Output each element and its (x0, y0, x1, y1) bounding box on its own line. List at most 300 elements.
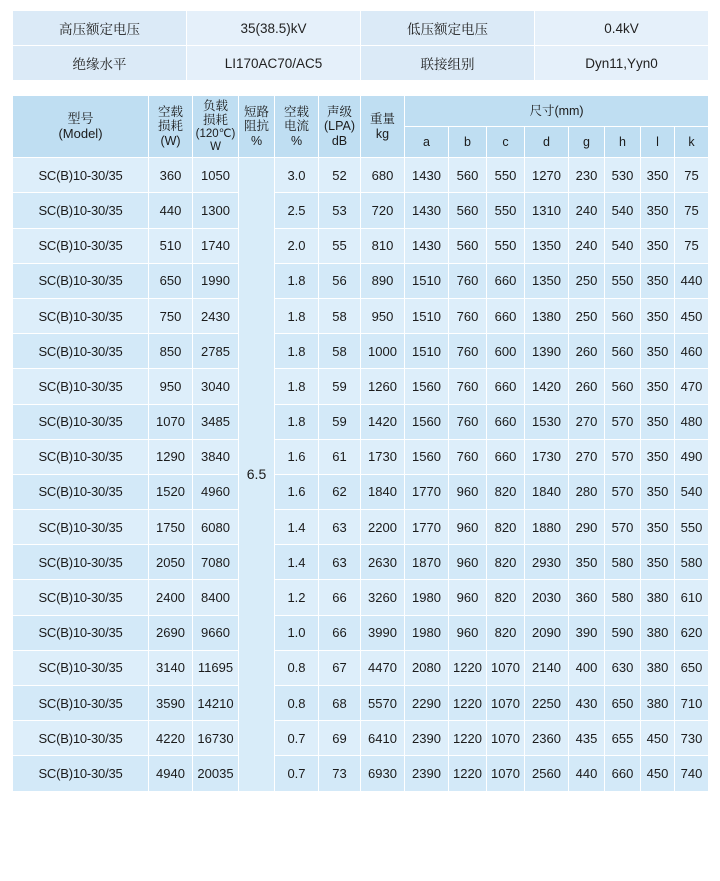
cell-noise: 58 (319, 334, 361, 369)
cell-no-load-current: 1.6 (275, 474, 319, 509)
cell-dim-k: 440 (675, 263, 709, 298)
header-noise-line3: dB (331, 133, 348, 148)
cell-dim-k: 75 (675, 193, 709, 228)
header-impedance-line2: 阻抗 (243, 119, 269, 134)
cell-dim-k: 75 (675, 228, 709, 263)
cell-dim-h: 630 (605, 650, 641, 685)
cell-dim-h: 590 (605, 615, 641, 650)
cell-dim-k: 480 (675, 404, 709, 439)
cell-dim-h: 570 (605, 404, 641, 439)
cell-dim-l: 350 (641, 474, 675, 509)
header-dim-h: h (605, 127, 641, 158)
spec-label-connection-group: 联接组别 (361, 46, 535, 81)
header-dim-c: c (487, 127, 525, 158)
cell-dim-b: 560 (449, 193, 487, 228)
cell-no-load-loss: 1070 (149, 404, 193, 439)
cell-weight: 4470 (361, 650, 405, 685)
cell-dim-l: 450 (641, 721, 675, 756)
cell-no-load-loss: 2690 (149, 615, 193, 650)
cell-noise: 66 (319, 615, 361, 650)
cell-dim-l: 350 (641, 404, 675, 439)
cell-dim-k: 75 (675, 158, 709, 193)
cell-noise: 63 (319, 545, 361, 580)
cell-dim-k: 450 (675, 298, 709, 333)
cell-dim-d: 2250 (525, 686, 569, 721)
cell-no-load-current: 3.0 (275, 158, 319, 193)
cell-model: SC(B)10-30/35 (13, 334, 149, 369)
cell-weight: 1420 (361, 404, 405, 439)
cell-noise: 63 (319, 510, 361, 545)
cell-dim-g: 240 (569, 193, 605, 228)
cell-dim-a: 2080 (405, 650, 449, 685)
cell-no-load-loss: 750 (149, 298, 193, 333)
cell-load-loss: 1740 (193, 228, 239, 263)
cell-dim-l: 350 (641, 334, 675, 369)
table-row (13, 334, 709, 369)
cell-model: SC(B)10-30/35 (13, 510, 149, 545)
cell-load-loss: 3040 (193, 369, 239, 404)
cell-dim-a: 1980 (405, 615, 449, 650)
cell-load-loss: 9660 (193, 615, 239, 650)
cell-load-loss: 1990 (193, 263, 239, 298)
cell-dim-d: 2030 (525, 580, 569, 615)
cell-dim-a: 1430 (405, 193, 449, 228)
cell-load-loss: 4960 (193, 474, 239, 509)
spec-row (13, 46, 709, 81)
header-no-load-current (275, 96, 319, 158)
cell-dim-a: 2390 (405, 756, 449, 791)
transformer-data-table (12, 95, 709, 792)
cell-dim-c: 660 (487, 369, 525, 404)
header-impedance-line3: % (250, 133, 263, 148)
table-header-row (13, 96, 709, 127)
cell-dim-b: 760 (449, 334, 487, 369)
cell-dim-k: 580 (675, 545, 709, 580)
cell-dim-d: 2360 (525, 721, 569, 756)
cell-dim-h: 580 (605, 545, 641, 580)
cell-noise: 67 (319, 650, 361, 685)
cell-dim-g: 290 (569, 510, 605, 545)
spec-label-insulation-level: 绝缘水平 (13, 46, 187, 81)
cell-dim-g: 250 (569, 298, 605, 333)
header-no-load-current-line3: % (290, 133, 303, 148)
cell-no-load-loss: 950 (149, 369, 193, 404)
cell-dim-k: 550 (675, 510, 709, 545)
table-row (13, 298, 709, 333)
cell-dim-b: 960 (449, 615, 487, 650)
cell-dim-b: 760 (449, 404, 487, 439)
cell-dim-l: 350 (641, 545, 675, 580)
cell-dim-c: 820 (487, 545, 525, 580)
cell-dim-k: 470 (675, 369, 709, 404)
cell-dim-a: 2290 (405, 686, 449, 721)
cell-dim-c: 660 (487, 439, 525, 474)
cell-dim-a: 1430 (405, 228, 449, 263)
cell-dim-d: 1350 (525, 263, 569, 298)
cell-no-load-loss: 4220 (149, 721, 193, 756)
cell-weight: 1730 (361, 439, 405, 474)
cell-model: SC(B)10-30/35 (13, 439, 149, 474)
cell-dim-d: 1380 (525, 298, 569, 333)
cell-no-load-loss: 510 (149, 228, 193, 263)
header-no-load-current-line1: 空载 (283, 105, 309, 120)
cell-weight: 5570 (361, 686, 405, 721)
cell-weight: 810 (361, 228, 405, 263)
cell-noise: 52 (319, 158, 361, 193)
cell-no-load-current: 1.0 (275, 615, 319, 650)
cell-dim-h: 550 (605, 263, 641, 298)
header-no-load-loss (149, 96, 193, 158)
cell-dim-b: 960 (449, 510, 487, 545)
cell-dim-a: 1510 (405, 298, 449, 333)
cell-dim-a: 2390 (405, 721, 449, 756)
spec-label-lv-rated-voltage: 低压额定电压 (361, 11, 535, 46)
cell-no-load-loss: 440 (149, 193, 193, 228)
cell-weight: 1000 (361, 334, 405, 369)
cell-no-load-current: 1.2 (275, 580, 319, 615)
cell-model: SC(B)10-30/35 (13, 580, 149, 615)
cell-dim-c: 1070 (487, 686, 525, 721)
cell-noise: 53 (319, 193, 361, 228)
cell-model: SC(B)10-30/35 (13, 263, 149, 298)
cell-dim-g: 260 (569, 369, 605, 404)
spec-value-insulation-level: LI170AC70/AC5 (187, 46, 361, 81)
cell-noise: 55 (319, 228, 361, 263)
header-dim-d: d (525, 127, 569, 158)
header-load-loss-line2: 损耗 (202, 113, 228, 128)
cell-dim-d: 2930 (525, 545, 569, 580)
table-row (13, 474, 709, 509)
spec-value-connection-group: Dyn11,Yyn0 (535, 46, 709, 81)
cell-dim-a: 1510 (405, 263, 449, 298)
header-load-loss (193, 96, 239, 158)
cell-dim-g: 260 (569, 334, 605, 369)
cell-dim-g: 430 (569, 686, 605, 721)
cell-noise: 58 (319, 298, 361, 333)
table-row (13, 369, 709, 404)
cell-no-load-loss: 1290 (149, 439, 193, 474)
cell-model: SC(B)10-30/35 (13, 369, 149, 404)
cell-dim-c: 660 (487, 404, 525, 439)
cell-no-load-current: 0.7 (275, 721, 319, 756)
cell-dim-h: 655 (605, 721, 641, 756)
cell-noise: 59 (319, 369, 361, 404)
cell-dim-h: 580 (605, 580, 641, 615)
cell-dim-k: 620 (675, 615, 709, 650)
header-dim-g: g (569, 127, 605, 158)
cell-dim-l: 380 (641, 650, 675, 685)
cell-dim-b: 960 (449, 545, 487, 580)
cell-no-load-loss: 2050 (149, 545, 193, 580)
cell-dim-g: 390 (569, 615, 605, 650)
spec-value-hv-rated-voltage: 35(38.5)kV (187, 11, 361, 46)
cell-dim-b: 960 (449, 474, 487, 509)
spec-row (13, 11, 709, 46)
cell-model: SC(B)10-30/35 (13, 228, 149, 263)
cell-dim-l: 350 (641, 263, 675, 298)
cell-dim-d: 1530 (525, 404, 569, 439)
header-no-load-loss-line1: 空载 (157, 105, 183, 120)
cell-noise: 59 (319, 404, 361, 439)
cell-load-loss: 6080 (193, 510, 239, 545)
cell-dim-d: 2090 (525, 615, 569, 650)
header-dim-b: b (449, 127, 487, 158)
cell-dim-d: 1350 (525, 228, 569, 263)
cell-dim-k: 610 (675, 580, 709, 615)
cell-load-loss: 8400 (193, 580, 239, 615)
cell-dim-l: 380 (641, 615, 675, 650)
cell-dim-h: 570 (605, 474, 641, 509)
table-row (13, 686, 709, 721)
cell-no-load-loss: 850 (149, 334, 193, 369)
table-row (13, 158, 709, 193)
table-row (13, 193, 709, 228)
table-row (13, 263, 709, 298)
cell-dim-h: 540 (605, 228, 641, 263)
cell-dim-g: 360 (569, 580, 605, 615)
cell-dim-h: 570 (605, 439, 641, 474)
cell-no-load-loss: 1750 (149, 510, 193, 545)
cell-no-load-loss: 3140 (149, 650, 193, 685)
cell-weight: 2630 (361, 545, 405, 580)
cell-dim-a: 1560 (405, 369, 449, 404)
cell-noise: 56 (319, 263, 361, 298)
spec-value-lv-rated-voltage: 0.4kV (535, 11, 709, 46)
cell-dim-c: 660 (487, 298, 525, 333)
cell-no-load-current: 1.6 (275, 439, 319, 474)
cell-dim-k: 650 (675, 650, 709, 685)
cell-dim-c: 820 (487, 510, 525, 545)
cell-no-load-loss: 3590 (149, 686, 193, 721)
cell-weight: 890 (361, 263, 405, 298)
cell-no-load-current: 0.8 (275, 650, 319, 685)
specification-table (12, 10, 709, 81)
cell-no-load-loss: 360 (149, 158, 193, 193)
cell-weight: 950 (361, 298, 405, 333)
cell-no-load-current: 0.8 (275, 686, 319, 721)
header-noise-line2: (LPA) (323, 119, 356, 134)
cell-load-loss: 7080 (193, 545, 239, 580)
cell-no-load-current: 1.4 (275, 545, 319, 580)
cell-dim-l: 350 (641, 510, 675, 545)
cell-dim-b: 1220 (449, 756, 487, 791)
header-noise-level (319, 96, 361, 158)
cell-dim-g: 280 (569, 474, 605, 509)
cell-dim-g: 440 (569, 756, 605, 791)
cell-no-load-current: 1.8 (275, 404, 319, 439)
cell-dim-d: 1880 (525, 510, 569, 545)
cell-load-loss: 14210 (193, 686, 239, 721)
cell-model: SC(B)10-30/35 (13, 474, 149, 509)
cell-impedance-merged: 6.5 (239, 158, 275, 791)
cell-load-loss: 20035 (193, 756, 239, 791)
cell-model: SC(B)10-30/35 (13, 404, 149, 439)
header-load-loss-line4: W (210, 140, 221, 153)
table-row (13, 545, 709, 580)
cell-load-loss: 2430 (193, 298, 239, 333)
cell-load-loss: 3840 (193, 439, 239, 474)
cell-model: SC(B)10-30/35 (13, 545, 149, 580)
cell-load-loss: 16730 (193, 721, 239, 756)
cell-dim-l: 350 (641, 369, 675, 404)
cell-dim-g: 435 (569, 721, 605, 756)
cell-no-load-loss: 650 (149, 263, 193, 298)
cell-model: SC(B)10-30/35 (13, 298, 149, 333)
cell-dim-h: 660 (605, 756, 641, 791)
cell-dim-k: 730 (675, 721, 709, 756)
cell-model: SC(B)10-30/35 (13, 615, 149, 650)
cell-model: SC(B)10-30/35 (13, 721, 149, 756)
header-impedance (239, 96, 275, 158)
table-row (13, 580, 709, 615)
cell-dim-g: 230 (569, 158, 605, 193)
cell-dim-c: 550 (487, 158, 525, 193)
header-dim-a: a (405, 127, 449, 158)
cell-no-load-current: 2.5 (275, 193, 319, 228)
cell-dim-d: 1730 (525, 439, 569, 474)
cell-dim-a: 1560 (405, 404, 449, 439)
cell-dim-k: 490 (675, 439, 709, 474)
spacer (12, 81, 708, 95)
cell-weight: 680 (361, 158, 405, 193)
cell-load-loss: 1300 (193, 193, 239, 228)
cell-dim-l: 350 (641, 158, 675, 193)
cell-no-load-loss: 4940 (149, 756, 193, 791)
cell-dim-b: 560 (449, 228, 487, 263)
cell-dim-c: 660 (487, 263, 525, 298)
header-dim-l: l (641, 127, 675, 158)
cell-no-load-current: 0.7 (275, 756, 319, 791)
cell-dim-d: 1420 (525, 369, 569, 404)
cell-model: SC(B)10-30/35 (13, 756, 149, 791)
cell-dim-b: 960 (449, 580, 487, 615)
header-dimensions: 尺寸(mm) (405, 96, 709, 127)
cell-model: SC(B)10-30/35 (13, 650, 149, 685)
cell-dim-b: 1220 (449, 721, 487, 756)
cell-model: SC(B)10-30/35 (13, 686, 149, 721)
cell-weight: 1840 (361, 474, 405, 509)
header-model (13, 96, 149, 158)
header-load-loss-line1: 负载 (202, 99, 228, 113)
cell-dim-l: 450 (641, 756, 675, 791)
cell-dim-g: 270 (569, 404, 605, 439)
cell-dim-a: 1770 (405, 474, 449, 509)
cell-dim-c: 820 (487, 474, 525, 509)
header-load-loss-line3: (120℃) (195, 127, 236, 140)
cell-dim-c: 550 (487, 228, 525, 263)
cell-dim-h: 570 (605, 510, 641, 545)
cell-dim-g: 350 (569, 545, 605, 580)
cell-model: SC(B)10-30/35 (13, 193, 149, 228)
cell-dim-h: 540 (605, 193, 641, 228)
cell-dim-d: 2560 (525, 756, 569, 791)
header-model-line1: 型号 (67, 110, 94, 126)
cell-no-load-loss: 2400 (149, 580, 193, 615)
cell-noise: 69 (319, 721, 361, 756)
header-weight (361, 96, 405, 158)
cell-dim-g: 240 (569, 228, 605, 263)
cell-noise: 68 (319, 686, 361, 721)
cell-dim-l: 350 (641, 298, 675, 333)
table-row (13, 228, 709, 263)
cell-no-load-current: 1.8 (275, 334, 319, 369)
cell-dim-l: 380 (641, 686, 675, 721)
table-row (13, 439, 709, 474)
header-no-load-current-line2: 电流 (283, 119, 309, 134)
cell-dim-b: 560 (449, 158, 487, 193)
cell-dim-h: 560 (605, 298, 641, 333)
cell-no-load-current: 1.8 (275, 263, 319, 298)
header-no-load-loss-line3: (W) (160, 133, 181, 148)
cell-dim-a: 1430 (405, 158, 449, 193)
header-noise-line1: 声级 (326, 105, 352, 120)
cell-noise: 61 (319, 439, 361, 474)
cell-dim-k: 710 (675, 686, 709, 721)
cell-weight: 3990 (361, 615, 405, 650)
cell-dim-a: 1510 (405, 334, 449, 369)
cell-dim-k: 740 (675, 756, 709, 791)
cell-noise: 66 (319, 580, 361, 615)
cell-dim-a: 1770 (405, 510, 449, 545)
cell-load-loss: 1050 (193, 158, 239, 193)
cell-weight: 2200 (361, 510, 405, 545)
spec-label-hv-rated-voltage: 高压额定电压 (13, 11, 187, 46)
cell-load-loss: 3485 (193, 404, 239, 439)
cell-dim-d: 1390 (525, 334, 569, 369)
cell-dim-g: 400 (569, 650, 605, 685)
cell-dim-c: 1070 (487, 721, 525, 756)
cell-dim-c: 1070 (487, 756, 525, 791)
cell-dim-h: 650 (605, 686, 641, 721)
table-row (13, 615, 709, 650)
table-row (13, 756, 709, 791)
cell-dim-b: 760 (449, 369, 487, 404)
cell-dim-b: 1220 (449, 686, 487, 721)
cell-dim-l: 350 (641, 439, 675, 474)
cell-dim-k: 460 (675, 334, 709, 369)
header-weight-line2: kg (375, 126, 390, 141)
header-model-line2: (Model) (58, 125, 103, 141)
cell-dim-a: 1980 (405, 580, 449, 615)
table-row (13, 650, 709, 685)
cell-dim-l: 380 (641, 580, 675, 615)
cell-load-loss: 2785 (193, 334, 239, 369)
cell-model: SC(B)10-30/35 (13, 158, 149, 193)
cell-dim-c: 600 (487, 334, 525, 369)
cell-load-loss: 11695 (193, 650, 239, 685)
cell-dim-b: 760 (449, 263, 487, 298)
cell-weight: 720 (361, 193, 405, 228)
cell-dim-h: 560 (605, 369, 641, 404)
table-row (13, 510, 709, 545)
table-row (13, 404, 709, 439)
cell-dim-c: 820 (487, 615, 525, 650)
cell-dim-h: 560 (605, 334, 641, 369)
cell-dim-c: 550 (487, 193, 525, 228)
cell-dim-g: 270 (569, 439, 605, 474)
cell-dim-d: 2140 (525, 650, 569, 685)
cell-dim-d: 1310 (525, 193, 569, 228)
table-row (13, 721, 709, 756)
table-body (13, 158, 709, 791)
cell-dim-b: 760 (449, 298, 487, 333)
cell-no-load-current: 1.4 (275, 510, 319, 545)
cell-dim-a: 1560 (405, 439, 449, 474)
cell-no-load-current: 2.0 (275, 228, 319, 263)
header-impedance-line1: 短路 (243, 105, 269, 120)
cell-dim-k: 540 (675, 474, 709, 509)
cell-weight: 3260 (361, 580, 405, 615)
